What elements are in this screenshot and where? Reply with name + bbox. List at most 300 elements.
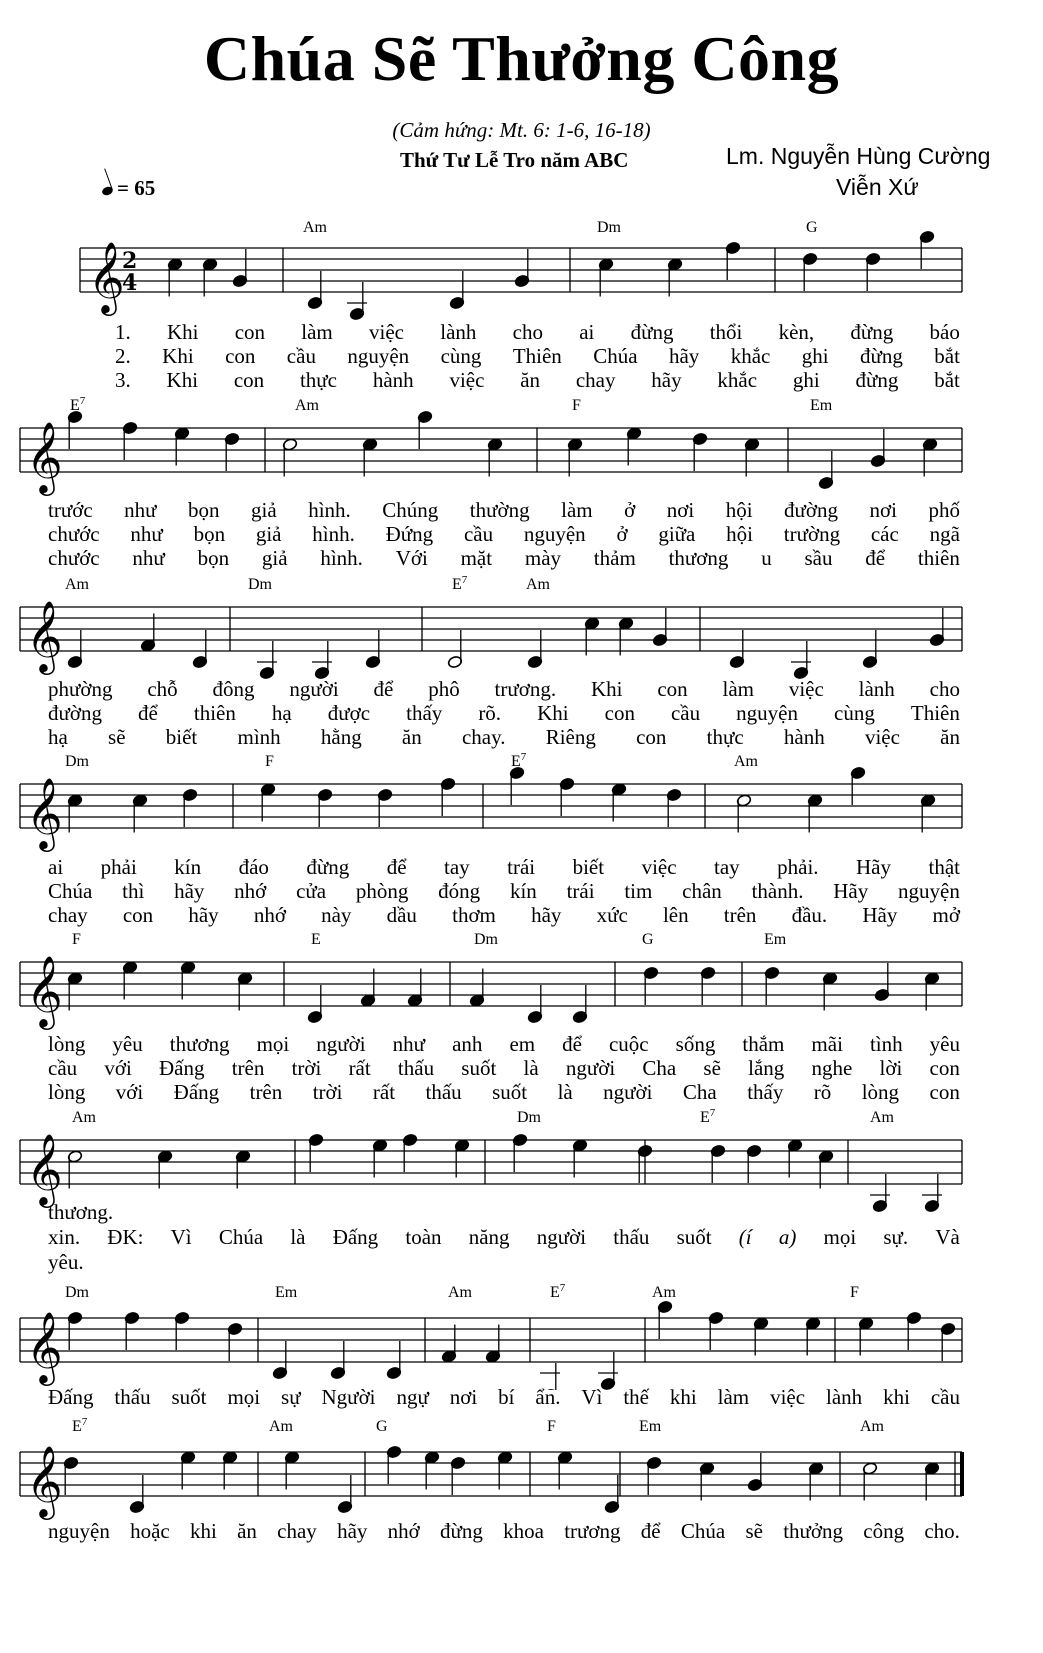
lyric-line xyxy=(48,903,960,928)
lyric-syllable: con xyxy=(233,368,265,392)
tempo-value: = 65 xyxy=(117,176,156,200)
lyric-syllable: nguyện xyxy=(898,879,960,903)
lyric-syllable: chay. xyxy=(461,725,506,749)
lyric-syllable: Và xyxy=(935,1225,960,1249)
song-title: Chúa Sẽ Thưởng Công xyxy=(203,23,840,94)
lyric-line xyxy=(48,701,960,726)
lyric-syllable: lành xyxy=(440,320,477,344)
lyric-syllable: chay xyxy=(277,1519,317,1543)
treble-clef-icon: 𝄞 xyxy=(26,1310,63,1383)
lyric-syllable: xức xyxy=(596,903,628,927)
lyric-syllable: nơi xyxy=(666,498,695,522)
chord-symbol: $E^7$ xyxy=(700,1107,716,1126)
lyric-syllable: lành xyxy=(858,677,895,701)
lyric-syllable: việc xyxy=(449,368,485,392)
lyric-syllable: Khi xyxy=(166,368,199,392)
lyric-syllable: đầu. xyxy=(791,903,828,927)
lyric-syllable: Cha xyxy=(682,1080,717,1104)
lyric-syllable: thực xyxy=(299,368,338,392)
lyric-syllable: con xyxy=(604,701,635,725)
lyric-syllable: biết xyxy=(165,725,198,749)
lyric-syllable: nguyện xyxy=(347,344,410,368)
lyric-syllable: ở xyxy=(624,498,636,522)
lyric-syllable: Khi xyxy=(590,677,623,701)
lyric-line xyxy=(48,879,960,904)
lyric-syllable: lòng xyxy=(861,1080,900,1104)
lyric-syllable: ghi xyxy=(801,344,829,368)
chord-symbol: Am xyxy=(734,753,758,770)
lyric-syllable: bọn xyxy=(193,522,226,546)
lyric-syllable: như xyxy=(124,498,157,522)
lyric-syllable: suốt xyxy=(461,1056,497,1080)
lyric-syllable: lên xyxy=(662,903,689,927)
lyric-syllable: sầu xyxy=(804,546,833,570)
lyric-line xyxy=(48,855,960,880)
lyric-line xyxy=(48,1080,960,1105)
lyric-syllable: khắc xyxy=(730,344,771,368)
lyric-syllable: hội xyxy=(725,498,753,522)
chord-symbol: Am xyxy=(65,576,89,593)
chord-symbol: Em xyxy=(764,931,787,948)
lyric-syllable: yêu xyxy=(112,1032,143,1056)
chord-symbol: Em xyxy=(639,1418,662,1435)
staff-system xyxy=(0,928,1043,1034)
lyric-syllable: Chúa xyxy=(593,344,638,368)
lyric-syllable: khắc xyxy=(717,368,758,392)
lyric-line xyxy=(48,1250,960,1275)
lyric-syllable: suốt xyxy=(492,1080,528,1104)
lyric-syllable: giữa xyxy=(658,522,696,546)
lyric-syllable: Đứng xyxy=(385,522,434,546)
lyric-syllable: nghe xyxy=(811,1056,853,1080)
chord-symbol: Am xyxy=(652,1284,676,1301)
lyric-syllable: nguyện xyxy=(48,1519,110,1543)
treble-clef-icon: 𝄞 xyxy=(26,1132,63,1205)
lyric-syllable: sẽ xyxy=(703,1056,721,1080)
chord-symbol: Dm xyxy=(597,219,621,236)
lyric-syllable: đông xyxy=(212,677,255,701)
lyric-syllable: trước xyxy=(48,498,93,522)
lyric-line xyxy=(48,725,960,750)
lyric-syllable: con xyxy=(636,725,667,749)
lyric-syllable: Khi xyxy=(166,320,199,344)
chord-symbol: $E^7$ xyxy=(511,751,527,770)
lyric-syllable: tình xyxy=(869,1032,903,1056)
lyric-syllable: (í xyxy=(738,1225,752,1249)
lyric-syllable: con xyxy=(122,903,154,927)
lyric-syllable: Cha xyxy=(642,1056,677,1080)
lyric-syllable: Khi xyxy=(537,701,569,725)
lyric-syllable: em xyxy=(509,1032,536,1056)
lyric-syllable: mọi xyxy=(823,1225,857,1249)
lyric-syllable: tay xyxy=(714,855,740,879)
lyric-syllable: Đấng xyxy=(332,1225,379,1249)
lyric-syllable: toàn xyxy=(405,1225,442,1249)
lyric-syllable: đáo xyxy=(238,855,269,879)
arranger: Viễn Xứ xyxy=(836,174,919,200)
treble-clef-icon: 𝄞 xyxy=(26,1444,63,1517)
lyric-syllable: kèn, xyxy=(778,320,815,344)
lyric-syllable: Hãy xyxy=(833,879,869,903)
lyric-syllable: cầu xyxy=(930,1385,960,1409)
lyric-syllable: chay xyxy=(575,368,616,392)
lyric-syllable: với xyxy=(104,1056,132,1080)
lyric-line xyxy=(48,1056,960,1081)
treble-clef-icon: 𝄞 xyxy=(26,954,63,1027)
lyric-syllable: cho xyxy=(929,677,960,701)
lyric-syllable: Thiên xyxy=(512,344,562,368)
lyric-syllable: ghi xyxy=(792,368,820,392)
lyric-syllable: nguyện xyxy=(523,522,586,546)
lyric-syllable: ẩn. xyxy=(535,1385,561,1409)
lyric-syllable: thấu xyxy=(397,1056,435,1080)
chord-symbol: G xyxy=(642,931,654,948)
chord-symbol: Am xyxy=(295,397,319,414)
lyric-syllable: anh xyxy=(452,1032,483,1056)
lyric-syllable: rất xyxy=(372,1080,396,1104)
lyric-syllable: phải xyxy=(100,855,137,879)
lyric-syllable: cầu xyxy=(286,344,316,368)
tempo-marking xyxy=(102,176,155,201)
lyric-syllable: thắm xyxy=(742,1032,785,1056)
staff-system xyxy=(0,750,1043,856)
lyric-syllable: thế xyxy=(623,1385,649,1409)
lyric-syllable: yêu xyxy=(929,1032,960,1056)
lyric-syllable: bọn xyxy=(197,546,230,570)
lyric-syllable: chước xyxy=(48,522,100,546)
staff-system xyxy=(0,1415,1043,1524)
chord-symbol: Dm xyxy=(65,1284,89,1301)
lyric-syllable: phố xyxy=(928,498,960,522)
lyric-syllable: giả xyxy=(261,546,288,570)
lyric-syllable: thương. xyxy=(48,1200,114,1224)
lyric-syllable: ăn xyxy=(237,1519,257,1543)
lyric-syllable: 2. xyxy=(115,344,131,368)
staff-system xyxy=(0,216,1043,320)
lyric-syllable: trái xyxy=(566,879,595,903)
lyric-syllable: ăn xyxy=(401,725,422,749)
staff-system xyxy=(0,1281,1043,1390)
lyric-syllable: ăn xyxy=(520,368,541,392)
lyric-syllable: rất xyxy=(348,1056,371,1080)
lyric-syllable: người xyxy=(603,1080,653,1104)
chord-symbol: $E^7$ xyxy=(70,395,86,414)
lyric-syllable: với xyxy=(115,1080,144,1104)
lyric-syllable: đừng xyxy=(855,368,899,392)
lyric-syllable: biết xyxy=(572,855,605,879)
lyric-syllable: lòng xyxy=(48,1032,86,1056)
lyric-syllable: Chúa xyxy=(48,879,93,903)
lyric-syllable: Riêng xyxy=(545,725,596,749)
lyric-syllable: trời xyxy=(312,1080,343,1104)
lyric-syllable: mặt xyxy=(460,546,493,570)
lyric-syllable: Người xyxy=(321,1385,376,1409)
lyric-syllable: hãy xyxy=(174,879,205,903)
liturgical-occasion: Thứ Tư Lễ Tro năm ABC xyxy=(400,148,629,172)
chord-symbol: F xyxy=(265,753,274,770)
lyric-syllable: rõ xyxy=(813,1080,832,1104)
lyric-line xyxy=(48,1200,960,1225)
lyric-syllable: hành xyxy=(372,368,414,392)
lyric-syllable: như xyxy=(130,522,163,546)
lyric-syllable: hội xyxy=(726,522,753,546)
lyric-syllable: Chúa xyxy=(218,1225,264,1249)
lyric-syllable: chân xyxy=(682,879,722,903)
lyric-syllable: để xyxy=(386,855,407,879)
lyric-syllable: người xyxy=(316,1032,366,1056)
lyric-syllable: thổi xyxy=(709,320,743,344)
lyric-syllable: thấy xyxy=(406,701,443,725)
lyric-syllable: Hãy xyxy=(862,903,898,927)
lyric-syllable: thấu xyxy=(114,1385,151,1409)
lyric-syllable: như xyxy=(392,1032,426,1056)
lyric-syllable: kín xyxy=(174,855,202,879)
lyric-syllable: thương xyxy=(169,1032,230,1056)
chord-symbol: F xyxy=(72,931,81,948)
lyric-syllable: dầu xyxy=(386,903,417,927)
lyric-line xyxy=(48,498,960,523)
lyric-syllable: là xyxy=(557,1080,573,1104)
chord-symbol: Em xyxy=(810,397,833,414)
lyric-syllable: lắng xyxy=(748,1056,785,1080)
chord-symbol: Dm xyxy=(517,1109,541,1126)
lyric-syllable: thành. xyxy=(751,879,804,903)
lyric-syllable: hãy xyxy=(531,903,562,927)
lyric-syllable: trường xyxy=(783,522,841,546)
lyric-syllable: rõ. xyxy=(478,701,502,725)
lyric-syllable: trời xyxy=(291,1056,322,1080)
lyric-syllable: các xyxy=(870,522,899,546)
lyric-syllable: trương. xyxy=(494,677,557,701)
lyric-syllable: hình. xyxy=(312,522,355,546)
lyric-syllable: phòng xyxy=(355,879,409,903)
lyric-syllable: sống xyxy=(675,1032,716,1056)
time-signature-bottom: 4 xyxy=(122,270,138,296)
lyric-syllable: mở xyxy=(932,903,960,927)
lyric-syllable: việc xyxy=(369,320,404,344)
staff-system xyxy=(0,573,1043,679)
lyric-syllable: hằng xyxy=(320,725,362,749)
lyric-syllable: để xyxy=(865,546,886,570)
lyric-syllable: hãy xyxy=(337,1519,368,1543)
treble-clef-icon: 𝄞 xyxy=(26,776,63,849)
chord-symbol: Am xyxy=(860,1418,884,1435)
lyric-syllable: làm xyxy=(301,320,333,344)
lyric-syllable: xin. xyxy=(48,1225,81,1249)
lyric-syllable: để xyxy=(640,1519,661,1543)
lyric-syllable: việc xyxy=(788,677,824,701)
lyric-syllable: Đấng xyxy=(48,1385,94,1409)
lyric-syllable: thưởng xyxy=(783,1519,844,1543)
lyric-syllable: khoa xyxy=(503,1519,544,1543)
chord-symbol: F xyxy=(850,1284,859,1301)
lyric-syllable: thơm xyxy=(452,903,496,927)
lyric-syllable: trương xyxy=(564,1519,621,1543)
lyric-syllable: bắt xyxy=(934,368,960,392)
lyric-syllable: chước xyxy=(48,546,100,570)
lyric-syllable: là xyxy=(290,1225,306,1249)
lyric-syllable: a) xyxy=(778,1225,797,1249)
chord-symbol: Em xyxy=(275,1284,298,1301)
chord-symbol: Am xyxy=(269,1418,293,1435)
lyric-syllable: suốt xyxy=(171,1385,207,1409)
lyric-syllable: cùng xyxy=(440,344,482,368)
lyric-syllable: con xyxy=(225,344,256,368)
lyric-syllable: được xyxy=(327,701,371,725)
lyric-syllable: đường xyxy=(48,701,102,725)
composer: Lm. Nguyễn Hùng Cường xyxy=(726,143,991,169)
chord-symbol: G xyxy=(376,1418,388,1435)
chord-symbol: $E^7$ xyxy=(452,574,468,593)
lyric-syllable: cuộc xyxy=(608,1032,649,1056)
lyric-syllable: Chúa xyxy=(680,1519,726,1543)
lyric-syllable: ai xyxy=(579,320,595,344)
lyric-syllable: để xyxy=(373,677,394,701)
lyric-syllable: là xyxy=(523,1056,539,1080)
lyric-syllable: thường xyxy=(469,498,530,522)
lyric-syllable: thấu xyxy=(613,1225,650,1249)
lyric-syllable: người xyxy=(565,1056,616,1080)
lyric-syllable: cầu xyxy=(48,1056,78,1080)
lyric-syllable: chay xyxy=(48,903,88,927)
lyric-syllable: đừng xyxy=(860,344,903,368)
lyric-syllable: Thiên xyxy=(910,701,960,725)
lyric-syllable: thực xyxy=(706,725,744,749)
staff-system xyxy=(0,394,1043,500)
lyric-syllable: đừng xyxy=(850,320,894,344)
lyric-syllable: con xyxy=(657,677,688,701)
lyric-syllable: bọn xyxy=(188,498,220,522)
chord-symbol: E xyxy=(311,931,321,948)
chord-symbol: Dm xyxy=(474,931,498,948)
scripture-reference: (Cảm hứng: Mt. 6: 1-6, 16-18) xyxy=(392,118,651,142)
lyric-syllable: phường xyxy=(48,677,113,701)
lyric-syllable: hạ xyxy=(271,701,292,725)
lyric-syllable: hạ xyxy=(48,725,68,749)
lyric-syllable: Với xyxy=(395,546,428,570)
staff-system xyxy=(0,1106,1043,1212)
lyric-syllable: thấu xyxy=(425,1080,462,1104)
lyric-syllable: Chúng xyxy=(382,498,439,522)
lyric-syllable: cho xyxy=(512,320,543,344)
lyric-syllable: con xyxy=(234,320,266,344)
lyric-line xyxy=(115,320,960,345)
lyric-syllable: ai xyxy=(48,855,64,879)
lyric-syllable: Hãy xyxy=(856,855,892,879)
chord-symbol: Dm xyxy=(65,753,89,770)
lyric-syllable: khi xyxy=(669,1385,697,1409)
quarter-note-icon xyxy=(101,185,114,196)
lyric-syllable: thấy xyxy=(747,1080,784,1104)
lyric-syllable: hành xyxy=(783,725,825,749)
treble-clef-icon: 𝄞 xyxy=(26,420,63,493)
lyric-syllable: công xyxy=(863,1519,905,1543)
lyric-syllable: sự xyxy=(281,1385,301,1409)
chord-symbol: Dm xyxy=(248,576,272,593)
lyric-line xyxy=(48,677,960,702)
lyric-syllable: khi xyxy=(883,1385,910,1409)
lyric-line xyxy=(48,546,960,571)
lyric-syllable: làm xyxy=(722,677,754,701)
lyric-syllable: ngự xyxy=(396,1385,429,1409)
lyric-line xyxy=(115,344,960,369)
lyric-syllable: giả xyxy=(255,522,282,546)
lyric-syllable: sẽ xyxy=(745,1519,763,1543)
lyric-syllable: thật xyxy=(928,855,960,879)
lyric-syllable: cùng xyxy=(834,701,875,725)
lyric-syllable: kín xyxy=(509,879,537,903)
chord-symbol: $E^7$ xyxy=(72,1416,88,1435)
lyric-syllable: mãi xyxy=(811,1032,843,1056)
chord-symbol: Am xyxy=(303,219,327,236)
lyric-syllable: ăn xyxy=(940,725,960,749)
lyric-syllable: Vì xyxy=(581,1385,603,1409)
lyric-syllable: trên xyxy=(249,1080,283,1104)
lyric-syllable: ngã xyxy=(929,522,960,546)
lyric-syllable: ở xyxy=(616,522,628,546)
lyric-syllable: đừng xyxy=(630,320,674,344)
lyric-syllable: làm xyxy=(717,1385,750,1409)
lyric-syllable: mình xyxy=(237,725,281,749)
lyric-syllable: khi xyxy=(189,1519,217,1543)
chord-symbol: F xyxy=(572,397,581,414)
lyric-syllable: trên xyxy=(723,903,757,927)
lyric-syllable: thì xyxy=(122,879,145,903)
lyric-syllable: đừng xyxy=(306,855,350,879)
lyric-syllable: lòng xyxy=(48,1080,86,1104)
chord-symbol: Am xyxy=(72,1109,96,1126)
lyric-syllable: Vì xyxy=(170,1225,192,1249)
lyric-syllable: hình. xyxy=(308,498,351,522)
lyric-syllable: đừng xyxy=(440,1519,483,1543)
time-signature-top: 2 xyxy=(122,248,138,274)
lyric-syllable: hoặc xyxy=(130,1519,170,1543)
lyric-syllable: nhớ xyxy=(234,879,267,903)
lyric-syllable: hãy xyxy=(651,368,682,392)
lyric-syllable: trên xyxy=(231,1056,265,1080)
lyric-syllable: sự. xyxy=(883,1225,909,1249)
chord-symbol: Am xyxy=(448,1284,472,1301)
lyric-line xyxy=(48,1225,960,1250)
lyric-syllable: báo xyxy=(929,320,960,344)
lyric-syllable: Đấng xyxy=(159,1056,205,1080)
lyric-line xyxy=(48,522,960,547)
lyric-syllable: nơi xyxy=(869,498,897,522)
lyric-syllable: mọi xyxy=(256,1032,290,1056)
treble-clef-icon: 𝄞 xyxy=(26,599,63,672)
lyric-syllable: 3. xyxy=(115,368,131,392)
treble-clef-icon: 𝄞 xyxy=(88,240,125,313)
chord-symbol: Am xyxy=(526,576,550,593)
lyric-line xyxy=(48,1385,960,1410)
chord-symbol: F xyxy=(547,1418,556,1435)
lyric-syllable: năng xyxy=(468,1225,510,1249)
lyric-syllable: nguyện xyxy=(736,701,798,725)
lyric-syllable: đường xyxy=(784,498,839,522)
lyric-syllable: mọi xyxy=(227,1385,261,1409)
lyric-syllable: đóng xyxy=(438,879,481,903)
lyric-syllable: lời xyxy=(879,1056,903,1080)
lyric-syllable: thảm xyxy=(593,546,636,570)
lyric-syllable: thương xyxy=(668,546,729,570)
lyric-syllable: ĐK: xyxy=(107,1225,144,1249)
lyric-syllable: tay xyxy=(444,855,470,879)
lyric-line xyxy=(48,1032,960,1057)
lyric-line xyxy=(115,368,960,393)
lyric-syllable: phô xyxy=(428,677,460,701)
lyric-syllable: tim xyxy=(624,879,653,903)
lyric-syllable: việc xyxy=(770,1385,806,1409)
